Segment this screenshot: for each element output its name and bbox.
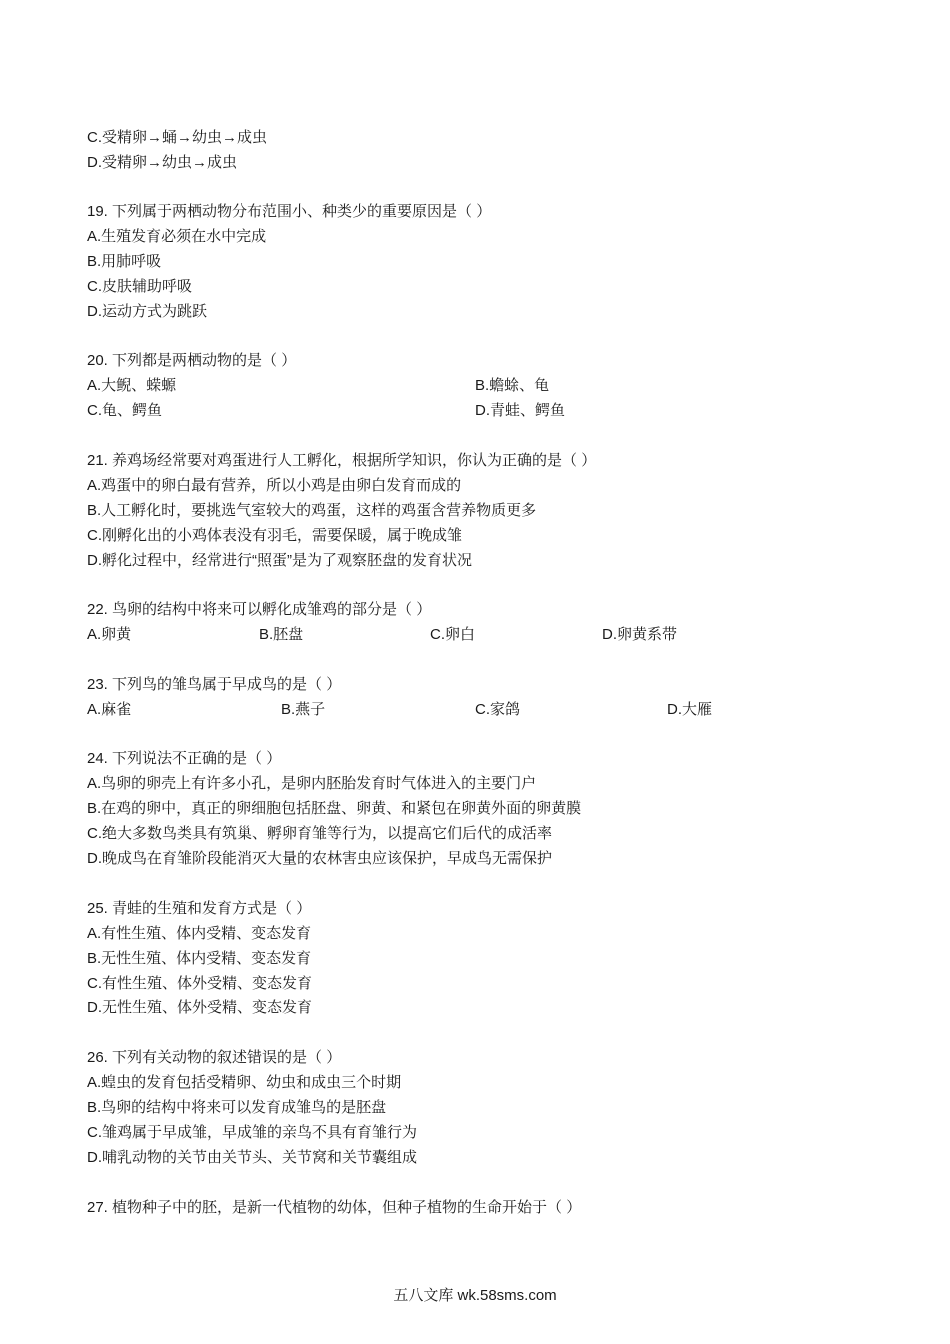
question-25-stem: 25. 青蛙的生殖和发育方式是（ ） [87,900,312,917]
question-19-option-b: B.用肺呼吸 [87,253,162,270]
question-25-option-c: C.有性生殖、体外受精、变态发育 [87,975,313,992]
question-25-option-b: B.无性生殖、体内受精、变态发育 [87,950,312,967]
question-23-option-c: C.家鸽 [475,701,521,718]
question-22-stem: 22. 鸟卵的结构中将来可以孵化成雏鸡的部分是（ ） [87,601,432,618]
question-26-stem: 26. 下列有关动物的叙述错误的是（ ） [87,1049,342,1066]
question-27-stem: 27. 植物种子中的胚，是新一代植物的幼体，但种子植物的生命开始于（ ） [87,1199,582,1216]
question-19-option-d: D.运动方式为跳跃 [87,303,208,320]
question-20-option-a: A.大鲵、蝾螈 [87,377,177,394]
question-20-option-d: D.青蛙、鳄鱼 [475,402,566,419]
question-26-option-c: C.雏鸡属于早成雏，早成雏的亲鸟不具有育雏行为 [87,1124,418,1141]
question-26-option-b: B.鸟卵的结构中将来可以发育成雏鸟的是胚盘 [87,1099,387,1116]
question-23-stem: 23. 下列鸟的雏鸟属于早成鸟的是（ ） [87,676,342,693]
question-20-stem: 20. 下列都是两栖动物的是（ ） [87,352,297,369]
question-20-option-c: C.龟、鳄鱼 [87,402,163,419]
question-23-option-a: A.麻雀 [87,701,132,718]
question-21-option-b: B.人工孵化时，要挑选气室较大的鸡蛋，这样的鸡蛋含营养物质更多 [87,502,537,519]
question-22-option-d: D.卵黄系带 [602,626,678,643]
question-25-option-d: D.无性生殖、体外受精、变态发育 [87,999,313,1016]
question-26-option-a: A.蝗虫的发育包括受精卵、幼虫和成虫三个时期 [87,1074,402,1091]
question-21-option-a: A.鸡蛋中的卵白最有营养，所以小鸡是由卵白发育而成的 [87,477,462,494]
question-19-stem: 19. 下列属于两栖动物分布范围小、种类少的重要原因是（ ） [87,203,492,220]
question-24-option-a: A.鸟卵的卵壳上有许多小孔，是卵内胚胎发育时气体进入的主要门户 [87,775,537,792]
question-19-option-a: A.生殖发育必须在水中完成 [87,228,267,245]
question-20-option-b: B.蟾蜍、龟 [475,377,550,394]
question-21-option-d: D.孵化过程中，经常进行“照蛋”是为了观察胚盘的发育状况 [87,552,472,569]
option-c: C.受精卵→蛹→幼虫→成虫 [87,129,268,146]
question-23-option-b: B.燕子 [281,701,326,718]
question-24-option-d: D.晚成鸟在育雏阶段能消灭大量的农林害虫应该保护，早成鸟无需保护 [87,850,553,867]
footer-watermark: 五八文库 wk.58sms.com [393,1287,557,1304]
question-22-option-b: B.胚盘 [259,626,304,643]
question-25-option-a: A.有性生殖、体内受精、变态发育 [87,925,312,942]
question-22-option-c: C.卵白 [430,626,476,643]
question-24-stem: 24. 下列说法不正确的是（ ） [87,750,282,767]
question-22-option-a: A.卵黄 [87,626,132,643]
question-23-option-d: D.大雁 [667,701,713,718]
option-d: D.受精卵→幼虫→成虫 [87,154,238,171]
question-19-option-c: C.皮肤辅助呼吸 [87,278,193,295]
question-24-option-b: B.在鸡的卵中，真正的卵细胞包括胚盘、卵黄、和紧包在卵黄外面的卵黄膜 [87,800,582,817]
question-21-option-c: C.刚孵化出的小鸡体表没有羽毛，需要保暖，属于晚成雏 [87,527,463,544]
question-21-stem: 21. 养鸡场经常要对鸡蛋进行人工孵化，根据所学知识，你认为正确的是（ ） [87,452,597,469]
question-26-option-d: D.哺乳动物的关节由关节头、关节窝和关节囊组成 [87,1149,418,1166]
question-24-option-c: C.绝大多数鸟类具有筑巢、孵卵育雏等行为，以提高它们后代的成活率 [87,825,553,842]
